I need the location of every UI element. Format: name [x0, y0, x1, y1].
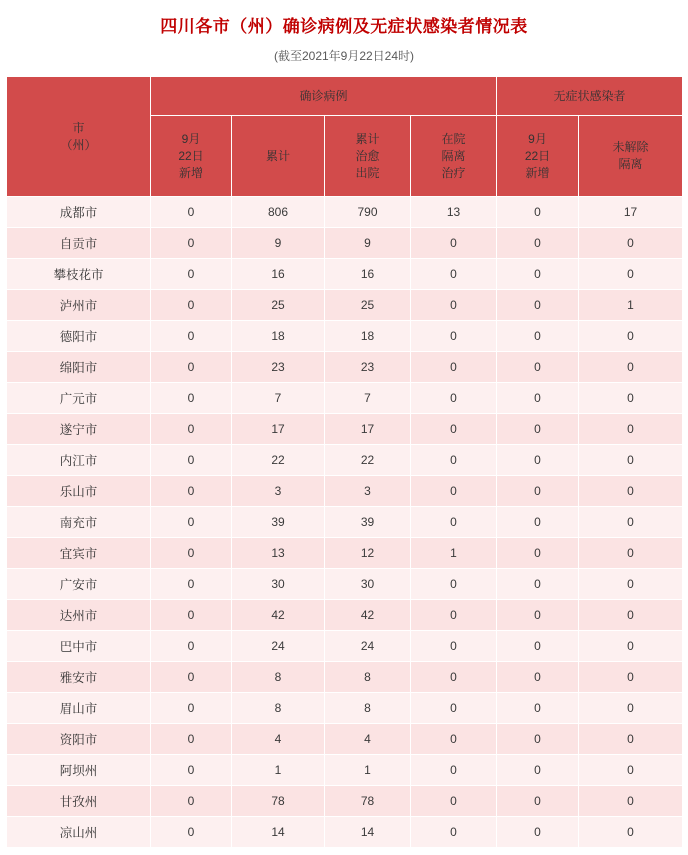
- cell-confirmed_new: 0: [151, 383, 232, 414]
- cell-asym_isolated: 0: [579, 538, 683, 569]
- cell-in_hospital: 0: [411, 693, 497, 724]
- cell-asym_isolated: 0: [579, 631, 683, 662]
- cell-cumulative_discharged: 12: [325, 538, 411, 569]
- cell-confirmed_new: 0: [151, 631, 232, 662]
- header-asym-new-line3: 新增: [525, 165, 550, 180]
- cell-cumulative_discharged: 25: [325, 290, 411, 321]
- cell-asym_new: 0: [497, 197, 579, 228]
- cell-confirmed_total: 7: [232, 383, 325, 414]
- cell-asym_new: 0: [497, 414, 579, 445]
- header-confirmed-total: [232, 116, 325, 197]
- header-asymptomatic-group: 无症状感染者: [497, 77, 683, 116]
- cell-asym_new: 0: [497, 476, 579, 507]
- cell-asym_new: 0: [497, 569, 579, 600]
- table-row: [7, 259, 683, 290]
- cell-confirmed_total: 9: [232, 228, 325, 259]
- cell-region: 广元市: [7, 383, 151, 414]
- table-row: [7, 724, 683, 755]
- cell-region: 达州市: [7, 600, 151, 631]
- cell-confirmed_new: 0: [151, 445, 232, 476]
- cell-in_hospital: 0: [411, 290, 497, 321]
- cell-asym_new: 0: [497, 445, 579, 476]
- table-row: [7, 352, 683, 383]
- cell-confirmed_total: 78: [232, 786, 325, 817]
- cell-confirmed_new: 0: [151, 352, 232, 383]
- table-row: [7, 786, 683, 817]
- cell-in_hospital: 0: [411, 569, 497, 600]
- cell-confirmed_new: 0: [151, 693, 232, 724]
- cell-cumulative_discharged: 8: [325, 693, 411, 724]
- table-row: [7, 228, 683, 259]
- cell-confirmed_total: 4: [232, 724, 325, 755]
- cell-in_hospital: 0: [411, 476, 497, 507]
- table-row: [7, 445, 683, 476]
- cell-confirmed_new: 0: [151, 228, 232, 259]
- cell-cumulative_discharged: 790: [325, 197, 411, 228]
- header-confirmed-new: [151, 116, 232, 197]
- header-cumulative-discharged: [325, 116, 411, 197]
- cell-region: 眉山市: [7, 693, 151, 724]
- cell-asym_isolated: 0: [579, 817, 683, 848]
- cell-confirmed_new: 0: [151, 538, 232, 569]
- cell-region: 阿坝州: [7, 755, 151, 786]
- header-region: [7, 77, 151, 197]
- cell-in_hospital: 1: [411, 538, 497, 569]
- table-row: [7, 383, 683, 414]
- cell-confirmed_total: 18: [232, 321, 325, 352]
- cell-region: 遂宁市: [7, 414, 151, 445]
- table-row: [7, 631, 683, 662]
- cell-asym_new: 0: [497, 228, 579, 259]
- cell-asym_new: 0: [497, 817, 579, 848]
- header-in-hospital-line3: 治疗: [441, 165, 466, 180]
- cell-region: 自贡市: [7, 228, 151, 259]
- cell-confirmed_total: 39: [232, 507, 325, 538]
- cell-confirmed_new: 0: [151, 321, 232, 352]
- cell-in_hospital: 0: [411, 755, 497, 786]
- header-region-line2: （州）: [60, 137, 97, 152]
- table-header: [7, 77, 683, 197]
- cell-in_hospital: 13: [411, 197, 497, 228]
- cell-confirmed_total: 30: [232, 569, 325, 600]
- cell-asym_isolated: 1: [579, 290, 683, 321]
- cell-in_hospital: 0: [411, 414, 497, 445]
- cell-cumulative_discharged: 7: [325, 383, 411, 414]
- header-region-line1: 市: [72, 120, 85, 135]
- cell-cumulative_discharged: 4: [325, 724, 411, 755]
- header-confirmed-new-line3: 新增: [178, 165, 203, 180]
- cell-confirmed_total: 14: [232, 817, 325, 848]
- cell-confirmed_total: 24: [232, 631, 325, 662]
- cell-confirmed_total: 23: [232, 352, 325, 383]
- cell-region: 泸州市: [7, 290, 151, 321]
- header-in-hospital-line1: 在院: [441, 131, 466, 146]
- cell-region: 雅安市: [7, 662, 151, 693]
- header-in-hospital: [411, 116, 497, 197]
- header-confirmed-new-line2: 22日: [178, 148, 204, 163]
- header-in-hospital-line2: 隔离: [441, 148, 466, 163]
- header-confirmed-new-line1: 9月: [181, 131, 201, 146]
- cell-confirmed_new: 0: [151, 662, 232, 693]
- table-row: [7, 414, 683, 445]
- table-row: [7, 693, 683, 724]
- cell-in_hospital: 0: [411, 600, 497, 631]
- cell-in_hospital: 0: [411, 631, 497, 662]
- cell-in_hospital: 0: [411, 724, 497, 755]
- cell-in_hospital: 0: [411, 786, 497, 817]
- cell-asym_isolated: 0: [579, 321, 683, 352]
- cell-confirmed_total: 8: [232, 662, 325, 693]
- table-body: [7, 197, 683, 848]
- cell-asym_isolated: 0: [579, 569, 683, 600]
- cell-cumulative_discharged: 24: [325, 631, 411, 662]
- cell-asym_new: 0: [497, 383, 579, 414]
- cell-asym_isolated: 0: [579, 352, 683, 383]
- cell-cumulative_discharged: 16: [325, 259, 411, 290]
- cell-asym_isolated: 0: [579, 755, 683, 786]
- cell-asym_new: 0: [497, 259, 579, 290]
- table-row: [7, 600, 683, 631]
- cell-confirmed_new: 0: [151, 507, 232, 538]
- cell-region: 攀枝花市: [7, 259, 151, 290]
- cell-in_hospital: 0: [411, 445, 497, 476]
- cell-cumulative_discharged: 18: [325, 321, 411, 352]
- cell-asym_isolated: 0: [579, 476, 683, 507]
- cell-cumulative_discharged: 8: [325, 662, 411, 693]
- cell-cumulative_discharged: 78: [325, 786, 411, 817]
- cell-in_hospital: 0: [411, 507, 497, 538]
- cell-region: 南充市: [7, 507, 151, 538]
- cell-confirmed_new: 0: [151, 569, 232, 600]
- header-confirmed-group: 确诊病例: [151, 77, 497, 116]
- cell-region: 乐山市: [7, 476, 151, 507]
- cell-asym_new: 0: [497, 631, 579, 662]
- cell-confirmed_new: 0: [151, 259, 232, 290]
- cell-region: 凉山州: [7, 817, 151, 848]
- header-asym-new: [497, 116, 579, 197]
- cell-asym_new: 0: [497, 352, 579, 383]
- cell-region: 资阳市: [7, 724, 151, 755]
- cell-region: 德阳市: [7, 321, 151, 352]
- header-discharged-line3: 出院: [355, 165, 380, 180]
- cell-asym_new: 0: [497, 600, 579, 631]
- cell-cumulative_discharged: 3: [325, 476, 411, 507]
- page-subtitle: (截至2021年9月22日24时): [273, 49, 415, 63]
- table-row: [7, 290, 683, 321]
- cases-table: [6, 76, 683, 848]
- cell-asym_new: 0: [497, 321, 579, 352]
- cell-in_hospital: 0: [411, 259, 497, 290]
- cell-in_hospital: 0: [411, 383, 497, 414]
- cell-asym_new: 0: [497, 786, 579, 817]
- cell-region: 宜宾市: [7, 538, 151, 569]
- header-discharged-line2: 治愈: [355, 148, 380, 163]
- table-row: [7, 507, 683, 538]
- cell-asym_new: 0: [497, 507, 579, 538]
- cell-asym_isolated: 0: [579, 259, 683, 290]
- cell-cumulative_discharged: 22: [325, 445, 411, 476]
- cell-confirmed_new: 0: [151, 290, 232, 321]
- cell-asym_isolated: 0: [579, 445, 683, 476]
- table-row: [7, 569, 683, 600]
- cell-confirmed_new: 0: [151, 600, 232, 631]
- table-row: [7, 817, 683, 848]
- cell-asym_isolated: 0: [579, 228, 683, 259]
- header-asym-isolated-line1: 未解除: [612, 140, 649, 154]
- cell-confirmed_new: 0: [151, 724, 232, 755]
- table-row: [7, 538, 683, 569]
- header-asym-new-line2: 22日: [524, 148, 551, 163]
- cell-cumulative_discharged: 30: [325, 569, 411, 600]
- cell-confirmed_total: 13: [232, 538, 325, 569]
- cell-asym_new: 0: [497, 662, 579, 693]
- cell-in_hospital: 0: [411, 817, 497, 848]
- cell-asym_isolated: 17: [579, 197, 683, 228]
- header-asym-isolated: [579, 116, 683, 197]
- cell-asym_new: 0: [497, 755, 579, 786]
- cell-region: 内江市: [7, 445, 151, 476]
- cell-region: 广安市: [7, 569, 151, 600]
- cell-asym_new: 0: [497, 538, 579, 569]
- cell-cumulative_discharged: 17: [325, 414, 411, 445]
- table-row: [7, 321, 683, 352]
- cell-cumulative_discharged: 39: [325, 507, 411, 538]
- table-row: [7, 197, 683, 228]
- cell-cumulative_discharged: 42: [325, 600, 411, 631]
- cell-confirmed_total: 1: [232, 755, 325, 786]
- cell-asym_isolated: 0: [579, 693, 683, 724]
- cell-in_hospital: 0: [411, 228, 497, 259]
- header-group-row: [7, 77, 683, 116]
- table-row: [7, 662, 683, 693]
- table-row: [7, 476, 683, 507]
- cell-confirmed_new: 0: [151, 786, 232, 817]
- table-row: [7, 755, 683, 786]
- cell-region: 巴中市: [7, 631, 151, 662]
- header-asym-isolated-line2: 隔离: [618, 157, 643, 171]
- header-confirmed-total-line1: 累计: [265, 148, 290, 163]
- cell-confirmed_new: 0: [151, 414, 232, 445]
- cell-confirmed_total: 806: [232, 197, 325, 228]
- cell-asym_isolated: 0: [579, 724, 683, 755]
- cell-confirmed_new: 0: [151, 755, 232, 786]
- cell-cumulative_discharged: 1: [325, 755, 411, 786]
- cell-asym_isolated: 0: [579, 662, 683, 693]
- cell-cumulative_discharged: 14: [325, 817, 411, 848]
- cell-in_hospital: 0: [411, 662, 497, 693]
- cell-region: 成都市: [7, 197, 151, 228]
- header-discharged-line1: 累计: [355, 131, 380, 146]
- cell-asym_new: 0: [497, 693, 579, 724]
- cell-asym_isolated: 0: [579, 507, 683, 538]
- cell-cumulative_discharged: 23: [325, 352, 411, 383]
- cell-in_hospital: 0: [411, 321, 497, 352]
- cell-cumulative_discharged: 9: [325, 228, 411, 259]
- cell-confirmed_total: 17: [232, 414, 325, 445]
- cell-confirmed_total: 25: [232, 290, 325, 321]
- cell-asym_new: 0: [497, 290, 579, 321]
- page-title: 四川各市（州）确诊病例及无症状感染者情况表: [160, 17, 528, 36]
- cell-region: 甘孜州: [7, 786, 151, 817]
- cell-in_hospital: 0: [411, 352, 497, 383]
- cell-asym_new: 0: [497, 724, 579, 755]
- cell-confirmed_total: 3: [232, 476, 325, 507]
- cell-asym_isolated: 0: [579, 786, 683, 817]
- cell-confirmed_total: 22: [232, 445, 325, 476]
- cell-confirmed_total: 8: [232, 693, 325, 724]
- cell-confirmed_new: 0: [151, 817, 232, 848]
- cell-asym_isolated: 0: [579, 383, 683, 414]
- header-asym-new-line1: 9月: [528, 131, 547, 146]
- cell-region: 绵阳市: [7, 352, 151, 383]
- cell-confirmed_new: 0: [151, 197, 232, 228]
- cell-confirmed_total: 16: [232, 259, 325, 290]
- cell-asym_isolated: 0: [579, 414, 683, 445]
- cell-asym_isolated: 0: [579, 600, 683, 631]
- cell-confirmed_new: 0: [151, 476, 232, 507]
- cell-confirmed_total: 42: [232, 600, 325, 631]
